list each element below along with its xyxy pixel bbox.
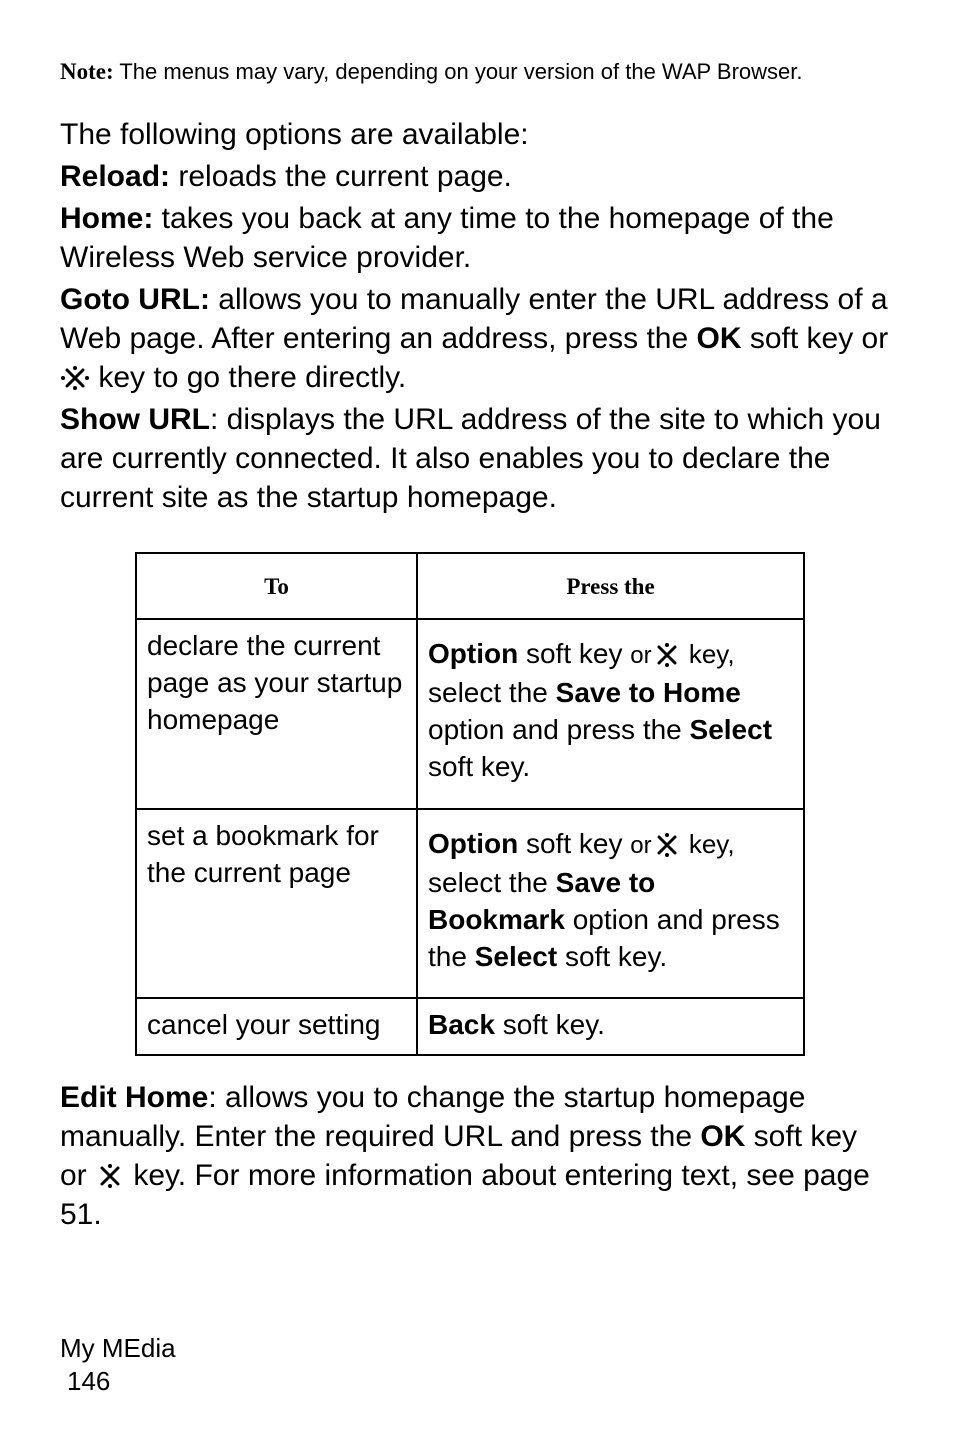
table-row <box>136 809 804 998</box>
navigation-key-icon <box>95 1163 125 1189</box>
table-cell-press <box>417 619 804 809</box>
ok-key-label: OK <box>696 322 742 355</box>
option-key-label: Option <box>428 828 519 859</box>
table-header-press: Press the <box>417 553 804 619</box>
cell-text: option and press the <box>428 904 780 972</box>
option-reload <box>60 157 890 196</box>
option-term: Reload: <box>60 160 171 193</box>
table-cell-to: declare the current page as your startup homepage <box>136 619 417 809</box>
menu-option-label: Save to Home <box>555 677 741 708</box>
table-header-to: To <box>136 553 417 619</box>
ok-key-label: OK <box>700 1120 746 1153</box>
note <box>60 58 920 86</box>
intro-text: The following options are available: <box>60 118 529 151</box>
page-number: 146 <box>67 1366 111 1396</box>
option-desc: : allows you to change the startup homepage manually. Enter the required URL and press the <box>60 1081 806 1153</box>
cell-text: soft key <box>518 828 631 859</box>
option-show-url <box>60 400 890 517</box>
option-desc: : displays the URL address of the site to which you are currently connected. It also enables you to declare the current site as the startup homepage. <box>60 403 881 514</box>
back-key-label: Back <box>428 1009 495 1040</box>
option-goto-url <box>60 280 890 397</box>
option-desc: soft key or <box>741 322 889 355</box>
note-text: The menus may vary, depending on your version of the WAP Browser. <box>113 59 803 84</box>
option-edit-home <box>60 1078 890 1234</box>
cell-text: select the <box>428 677 556 708</box>
table-row <box>136 619 804 809</box>
select-key-label: Select <box>474 941 558 972</box>
options-table <box>135 552 805 1056</box>
table-cell-to: set a bookmark for the current page <box>136 809 417 998</box>
table-header-row <box>136 553 804 619</box>
option-term: Goto URL: <box>60 283 210 316</box>
option-desc: reloads the current page. <box>170 160 512 193</box>
options-description <box>60 115 890 520</box>
option-term: Edit Home <box>60 1081 209 1114</box>
navigation-key-icon <box>652 831 682 857</box>
cell-text: soft key. <box>494 1009 605 1040</box>
navigation-key-icon <box>652 641 682 667</box>
option-desc: key. For more information about entering text, see page 51. <box>60 1159 870 1231</box>
cell-text: soft key. <box>428 751 531 782</box>
option-term: Show URL <box>60 403 210 436</box>
navigation-key-icon <box>60 365 90 391</box>
option-key-label: Option <box>428 638 519 669</box>
cell-text: key, <box>681 639 735 669</box>
menu-option-label: Save to Bookmark <box>428 867 656 935</box>
cell-text: or <box>630 642 652 669</box>
table-cell-press <box>417 809 804 998</box>
option-desc: key to go there directly. <box>90 361 407 394</box>
select-key-label: Select <box>689 714 773 745</box>
cell-text: select the <box>428 867 556 898</box>
note-label: Note: <box>60 59 114 84</box>
table-cell-press <box>417 998 804 1055</box>
footer-section: My MEdia <box>60 1333 176 1363</box>
option-term: Home: <box>60 202 154 235</box>
cell-text: soft key. <box>557 941 668 972</box>
cell-text: or <box>630 832 652 859</box>
cell-text: key, <box>681 829 735 859</box>
option-desc: soft key or <box>60 1120 858 1192</box>
cell-text: soft key <box>518 638 631 669</box>
option-home <box>60 199 890 277</box>
cell-text: option and press the <box>428 714 690 745</box>
table-row <box>136 998 804 1055</box>
table-cell-to: cancel your setting <box>136 998 417 1055</box>
page-footer <box>60 1332 176 1398</box>
option-desc: takes you back at any time to the homepage of the Wireless Web service provider. <box>60 202 834 274</box>
option-desc: allows you to manually enter the URL address of a Web page. After entering an address, press the <box>60 283 888 355</box>
